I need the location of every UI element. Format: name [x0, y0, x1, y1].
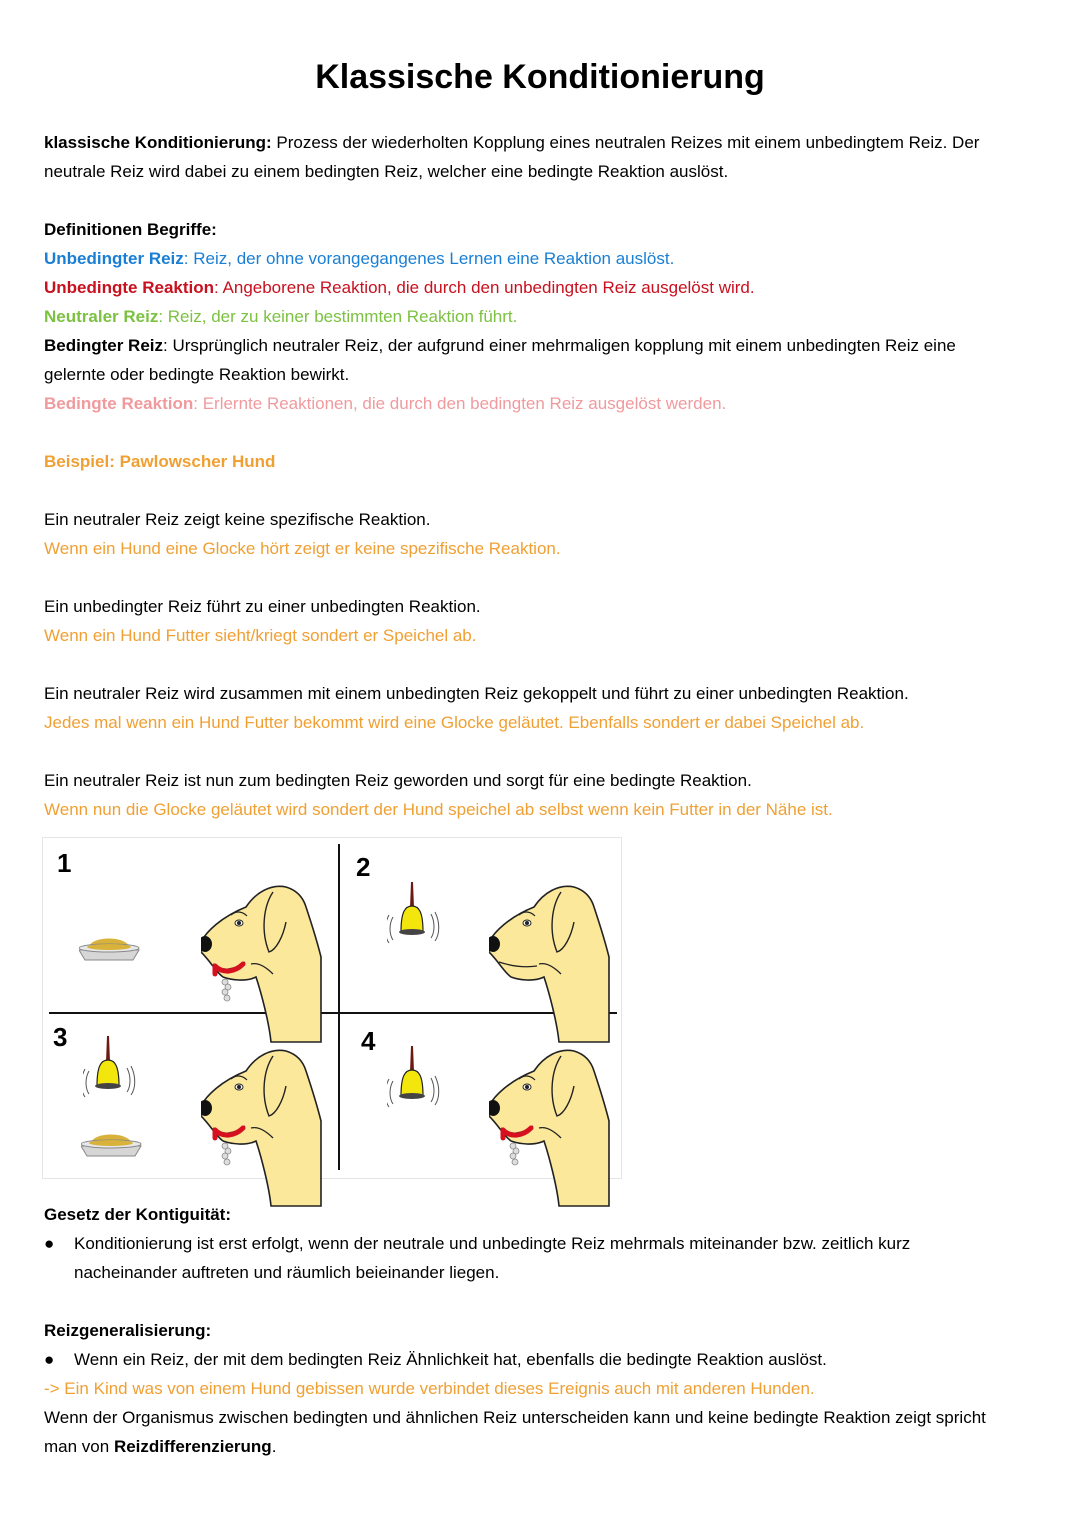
- panel-1-number: 1: [57, 848, 72, 878]
- definition-text: : Erlernte Reaktionen, die durch den bedingten Reiz ausgelöst werden.: [193, 394, 727, 413]
- differentiation-text-2: [44, 1437, 276, 1457]
- bell-icon: [387, 882, 447, 952]
- panel-2-number: 2: [356, 852, 371, 882]
- step-2-example: Wenn ein Hund Futter sieht/kriegt sondert er Speichel ab.: [44, 626, 477, 645]
- definition-bedingter-reiz: [44, 336, 956, 356]
- dog-neutral-icon: [489, 882, 614, 1047]
- definition-text: : Angeborene Reaktion, die durch den unbedingten Reiz ausgelöst wird.: [214, 278, 755, 297]
- example-heading: Beispiel: Pawlowscher Hund: [44, 452, 276, 471]
- dog-salivating-icon: [489, 1046, 614, 1211]
- page-title: Klassische Konditionierung: [315, 58, 765, 96]
- definition-term: Bedingte Reaktion: [44, 394, 194, 413]
- bell-icon: [83, 1036, 143, 1106]
- step-4-rule: Ein neutraler Reiz ist nun zum bedingten Reiz geworden und sorgt für eine bedingte Reaktion.: [44, 771, 752, 790]
- bell-icon: [387, 1046, 447, 1116]
- step-1-example: Wenn ein Hund eine Glocke hört zeigt er keine spezifische Reaktion.: [44, 539, 561, 558]
- contiguity-heading: Gesetz der Kontiguität:: [44, 1205, 232, 1224]
- step-2-rule: Ein unbedingter Reiz führt zu einer unbedingten Reaktion.: [44, 597, 481, 616]
- intro-text: Prozess der wiederholten Kopplung eines neutralen Reizes mit einem unbedingtem Reiz. Der: [271, 133, 980, 152]
- intro-line-1: [44, 133, 979, 153]
- definitions-heading: Definitionen Begriffe:: [44, 220, 217, 239]
- bullet-icon: ●: [44, 1234, 55, 1253]
- definition-unbedingter-reiz: [44, 249, 674, 269]
- step-1-rule: Ein neutraler Reiz zeigt keine spezifische Reaktion.: [44, 510, 431, 529]
- differentiation-text-1: Wenn der Organismus zwischen bedingten und ähnlichen Reiz unterscheiden kann und keine bedingte Reaktion zeigt spricht: [44, 1408, 986, 1427]
- definition-bedingter-reiz-cont: gelernte oder bedingte Reaktion bewirkt.: [44, 365, 350, 384]
- definition-term: Unbedingte Reaktion: [44, 278, 215, 297]
- dog-salivating-icon: [201, 882, 326, 1047]
- definition-neutraler-reiz: [44, 307, 517, 327]
- definition-text: : Reiz, der ohne vorangegangenes Lernen eine Reaktion auslöst.: [183, 249, 675, 268]
- step-3-rule: Ein neutraler Reiz wird zusammen mit einem unbedingten Reiz gekoppelt und führt zu einer unbedingten Reaktion.: [44, 684, 909, 703]
- generalization-heading: Reizgeneralisierung:: [44, 1321, 212, 1340]
- differentiation-prefix: man von: [44, 1437, 114, 1456]
- step-3-example: Jedes mal wenn ein Hund Futter bekommt wird eine Glocke geläutet. Ebenfalls sondert er dabei Speichel ab.: [44, 713, 865, 732]
- definition-text: : Ursprünglich neutraler Reiz, der aufgrund einer mehrmaligen kopplung mit einem unbedingten Reiz eine: [163, 336, 956, 355]
- figure-divider-vertical: [338, 844, 340, 1170]
- differentiation-term: Reizdifferenzierung: [113, 1437, 272, 1456]
- definition-text: : Reiz, der zu keiner bestimmten Reaktion führt.: [158, 307, 518, 326]
- pavlov-figure: [42, 837, 622, 1179]
- contiguity-text-2: nacheinander auftreten und räumlich beieinander liegen.: [74, 1263, 500, 1282]
- definition-unbedingte-reaktion: [44, 278, 755, 298]
- definition-term: Neutraler Reiz: [44, 307, 159, 326]
- generalization-example: -> Ein Kind was von einem Hund gebissen wurde verbindet dieses Ereignis auch mit anderen Hunden.: [44, 1379, 815, 1398]
- panel-4-number: 4: [361, 1026, 376, 1056]
- dog-salivating-icon: [201, 1046, 326, 1211]
- food-bowl-icon: [79, 936, 141, 968]
- definition-term: Unbedingter Reiz: [44, 249, 184, 268]
- generalization-text: Wenn ein Reiz, der mit dem bedingten Reiz Ähnlichkeit hat, ebenfalls die bedingte Reaktion auslöst.: [74, 1350, 827, 1369]
- panel-3-number: 3: [53, 1022, 68, 1052]
- intro-term: klassische Konditionierung:: [44, 133, 272, 152]
- step-4-example: Wenn nun die Glocke geläutet wird sondert der Hund speichel ab selbst wenn kein Futter in der Nähe ist.: [44, 800, 833, 819]
- definition-bedingte-reaktion: [44, 394, 726, 414]
- food-bowl-icon: [81, 1132, 143, 1164]
- bullet-icon: ●: [44, 1350, 55, 1369]
- contiguity-text-1: Konditionierung ist erst erfolgt, wenn der neutrale und unbedingte Reiz mehrmals miteinander bzw. zeitlich kurz: [74, 1234, 911, 1253]
- definition-term: Bedingter Reiz: [44, 336, 164, 355]
- differentiation-suffix: .: [271, 1437, 277, 1456]
- intro-line-2: neutrale Reiz wird dabei zu einem bedingten Reiz, welcher eine bedingte Reaktion auslöst.: [44, 162, 729, 181]
